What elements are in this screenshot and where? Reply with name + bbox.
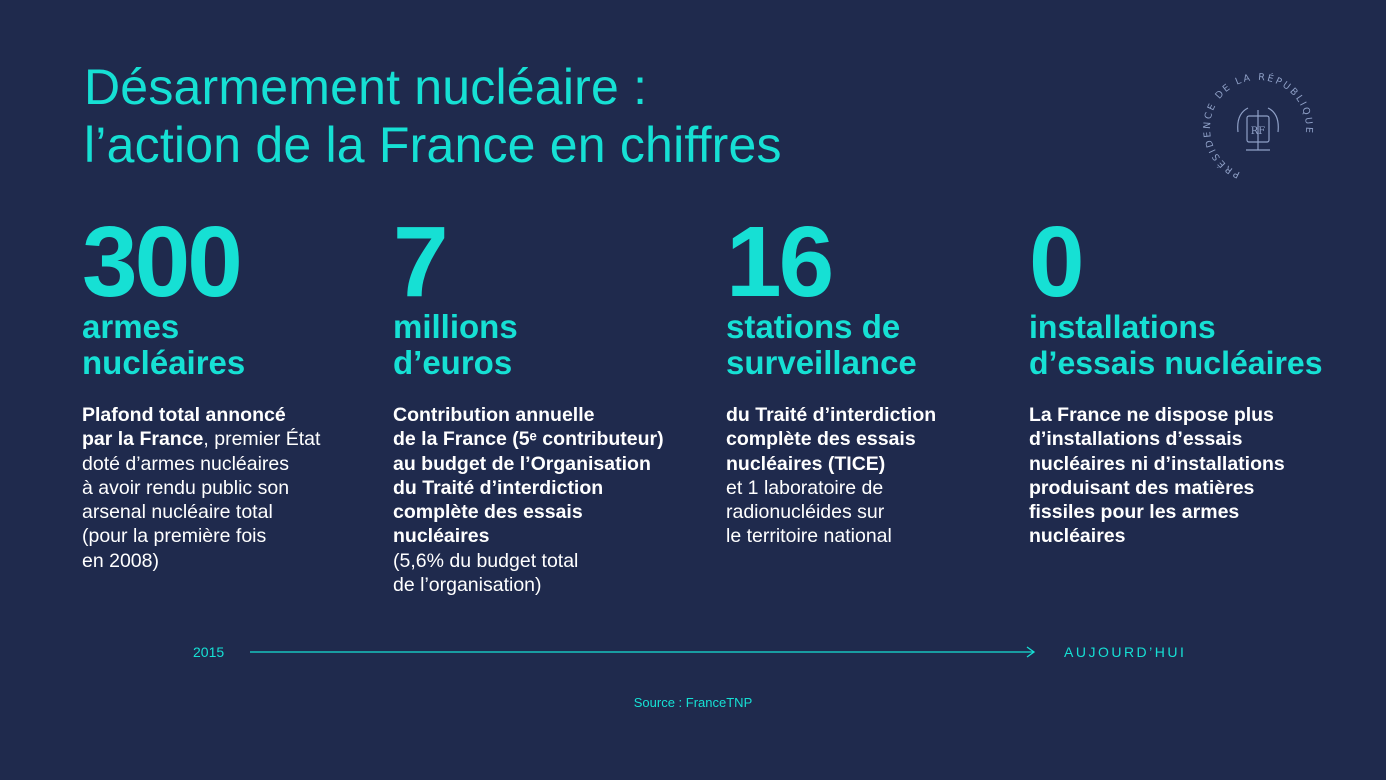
- stat-annual-contribution: [393, 206, 664, 597]
- stat-unit-line: nucléaires: [82, 344, 246, 381]
- desc-line: arsenal nucléaire total: [82, 501, 273, 524]
- stat-unit-line: stations de: [726, 308, 901, 345]
- stat-unit: [1029, 309, 1323, 381]
- desc-line: complète des essais: [393, 501, 583, 524]
- desc-line: produisant des matières: [1029, 476, 1255, 499]
- desc-line: le territoire national: [726, 525, 892, 548]
- desc-line: et 1 laboratoire de: [726, 476, 884, 499]
- title-line-1: Désarmement nucléaire :: [84, 59, 648, 115]
- stat-unit-line: armes: [82, 308, 180, 345]
- desc-line: complète des essais: [726, 428, 916, 451]
- desc-line: par la France, premier État: [82, 428, 321, 451]
- stat-number: 16: [726, 206, 832, 318]
- stat-unit-line: millions: [393, 308, 518, 345]
- desc-line: de l’organisation): [393, 574, 542, 597]
- stat-number: 7: [393, 206, 446, 318]
- stat-unit-line: surveillance: [726, 344, 917, 381]
- desc-line: en 2008): [82, 549, 159, 572]
- timeline-start-label: 2015: [193, 644, 225, 660]
- desc-line: d’installations d’essais: [1029, 428, 1243, 451]
- desc-line: (5,6% du budget total: [393, 549, 579, 572]
- stat-description: [726, 403, 936, 549]
- desc-line: nucléaires: [1029, 525, 1126, 548]
- seal-text: PRÉSIDENCE DE LA RÉPUBLIQUE: [1201, 71, 1315, 180]
- stat-unit-line: installations: [1029, 309, 1216, 345]
- stat-unit-line: d’euros: [393, 344, 513, 381]
- stat-unit: [82, 309, 320, 381]
- desc-line: (pour la première fois: [82, 525, 267, 548]
- stat-description: [1029, 403, 1323, 549]
- seal-monogram: RF: [1250, 126, 1266, 137]
- stat-description: [393, 403, 664, 597]
- arrow-right-icon: [250, 644, 1038, 660]
- desc-line: nucléaires: [393, 525, 490, 548]
- stat-test-installations: [1029, 206, 1323, 549]
- title-line-2: l’action de la France en chiffres: [84, 117, 782, 173]
- stat-number: 300: [82, 206, 240, 318]
- republique-seal-icon: [1200, 70, 1316, 186]
- stat-description: [82, 403, 320, 573]
- desc-line: fissiles pour les armes: [1029, 501, 1240, 524]
- desc-line: doté d’armes nucléaires: [82, 452, 290, 475]
- desc-line: du Traité d’interdiction: [726, 404, 937, 426]
- desc-line: radionucléides sur: [726, 501, 885, 524]
- source-caption: Source : FranceTNP: [633, 695, 753, 710]
- stat-unit-line: d’essais nucléaires: [1029, 345, 1323, 381]
- stat-unit: [726, 309, 936, 381]
- desc-line: La France ne dispose plus: [1029, 404, 1274, 426]
- timeline-end-label: AUJOURD’HUI: [1064, 644, 1187, 660]
- page-title: [84, 58, 782, 174]
- desc-line: nucléaires ni d’installations: [1029, 452, 1285, 475]
- desc-line: Contribution annuelle: [393, 404, 595, 426]
- desc-line: Plafond total annoncé: [82, 404, 286, 426]
- stat-unit: [393, 309, 664, 381]
- desc-line: nucléaires (TICE): [726, 452, 886, 475]
- desc-line: à avoir rendu public son: [82, 476, 290, 499]
- desc-line: du Traité d’interdiction: [393, 476, 604, 499]
- desc-line: de la France (5ᵉ contributeur): [393, 428, 664, 451]
- stat-monitoring-stations: [726, 206, 937, 549]
- desc-line: au budget de l’Organisation: [393, 452, 651, 475]
- stat-nuclear-weapons: [82, 206, 321, 573]
- stat-number: 0: [1029, 206, 1082, 318]
